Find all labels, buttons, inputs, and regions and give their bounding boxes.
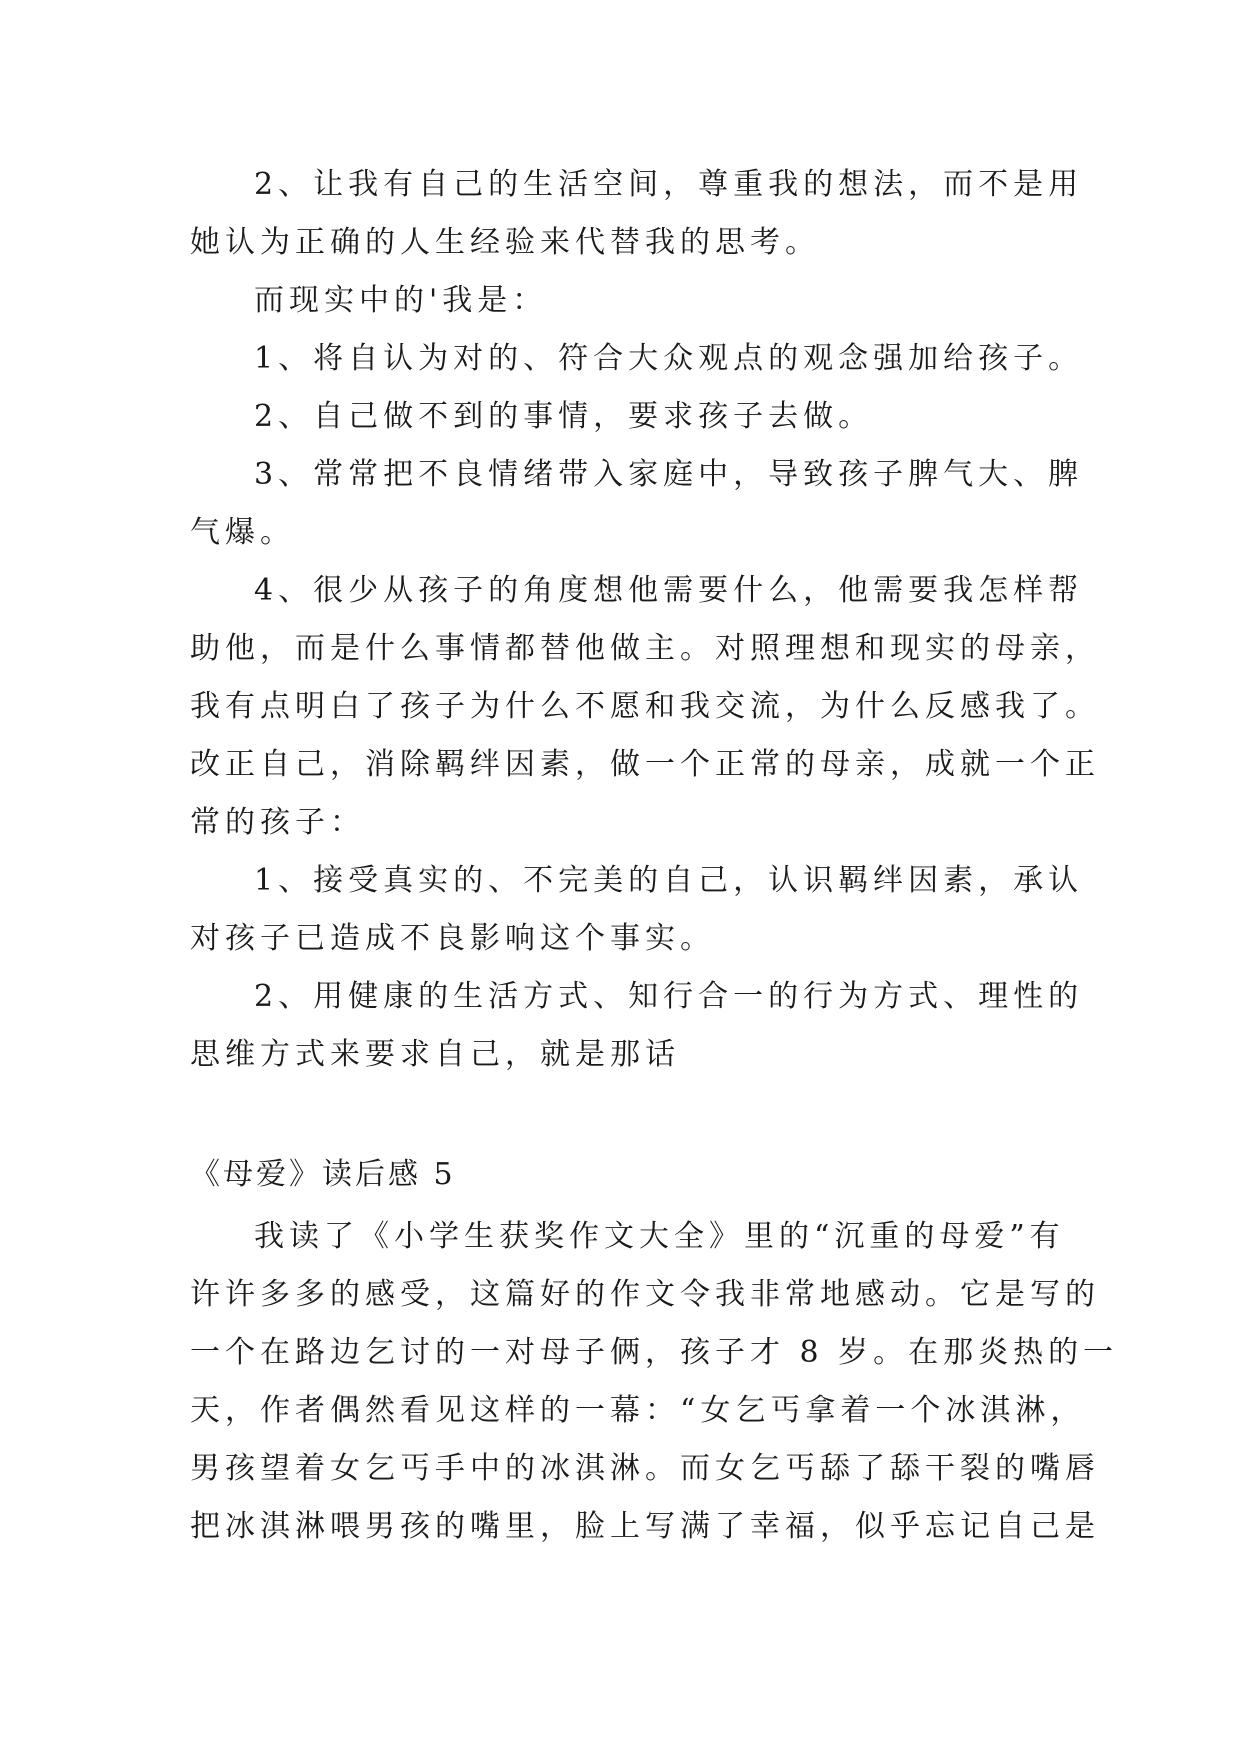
paragraph-line: 对孩子已造成不良影响这个事实。 [190,921,715,956]
paragraph-line: 1、接受真实的、不完美的自己，认识羁绊因素，承认 [254,863,1084,898]
paragraph-line: 我读了《小学生获奖作文大全》里的“沉重的母爱”有 [254,1219,1065,1254]
paragraph-line: 她认为正确的人生经验来代替我的思考。 [190,225,820,260]
paragraph-line: 4、很少从孩子的角度想他需要什么，他需要我怎样帮 [254,573,1084,608]
paragraph-line: 改正自己，消除羁绊因素，做一个正常的母亲，成就一个正 [190,747,1100,782]
paragraph-line: 常的孩子： [190,805,365,840]
paragraph-line: 2、用健康的生活方式、知行合一的行为方式、理性的 [254,979,1084,1014]
paragraph-line: 1、将自认为对的、符合大众观点的观念强加给孩子。 [254,341,1084,376]
paragraph-line: 一个在路边乞讨的一对母子俩，孩子才 8 岁。在那炎热的一 [190,1335,1119,1370]
paragraph-line: 把冰淇淋喂男孩的嘴里，脸上写满了幸福，似乎忘记自己是 [190,1509,1100,1544]
paragraph-line: 2、自己做不到的事情，要求孩子去做。 [254,399,874,434]
essay-body [190,1208,1119,1556]
paragraph-line: 许许多多的感受，这篇好的作文令我非常地感动。它是写的 [190,1277,1100,1312]
essay-continuation [190,156,1100,1084]
paragraph-line: 3、常常把不良情绪带入家庭中，导致孩子脾气大、脾 [254,457,1084,492]
paragraph-line: 而现实中的'我是： [254,283,548,318]
paragraph-line: 助他，而是什么事情都替他做主。对照理想和现实的母亲， [190,631,1100,666]
paragraph-line: 气爆。 [190,515,295,550]
paragraph-line: 2、让我有自己的生活空间，尊重我的想法，而不是用 [254,167,1084,202]
section-heading: 《母爱》读后感 5 [190,1157,456,1192]
paragraph-line: 天，作者偶然看见这样的一幕：“女乞丐拿着一个冰淇淋， [190,1393,1086,1428]
paragraph-line: 我有点明白了孩子为什么不愿和我交流，为什么反感我了。 [190,689,1100,724]
paragraph-line: 思维方式来要求自己，就是那话 [190,1037,680,1072]
paragraph-line: 男孩望着女乞丐手中的冰淇淋。而女乞丐舔了舔干裂的嘴唇 [190,1451,1100,1486]
